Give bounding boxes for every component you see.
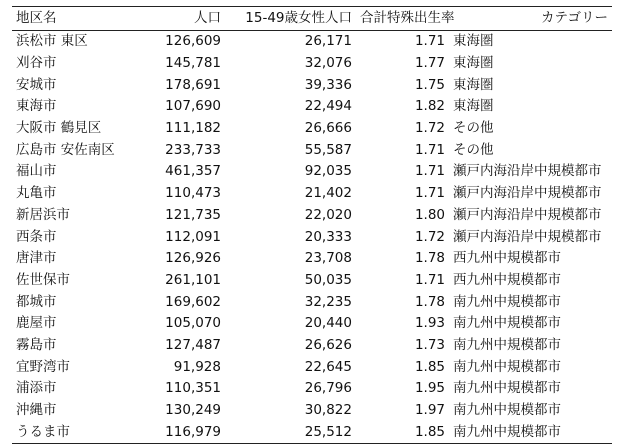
cell-region: 唐津市	[16, 250, 57, 267]
cell-region: 丸亀市	[16, 185, 57, 202]
cell-women-15-49: 20,333	[304, 228, 352, 245]
cell-category: 東海圏	[453, 98, 494, 115]
cell-fertility-rate: 1.85	[414, 423, 445, 440]
header-population: 人口	[194, 10, 221, 26]
data-table	[12, 6, 612, 444]
cell-fertility-rate: 1.72	[414, 120, 445, 137]
table-row	[12, 161, 612, 183]
table-row	[12, 118, 612, 140]
cell-fertility-rate: 1.71	[414, 163, 445, 180]
cell-category: 南九州中規模都市	[453, 358, 561, 375]
cell-women-15-49: 25,512	[304, 423, 352, 440]
cell-fertility-rate: 1.82	[414, 98, 445, 115]
cell-women-15-49: 20,440	[304, 315, 352, 332]
cell-population: 110,473	[165, 185, 221, 202]
cell-region: 都城市	[16, 293, 57, 310]
cell-category: その他	[453, 120, 494, 137]
cell-fertility-rate: 1.75	[414, 76, 445, 93]
cell-population: 112,091	[165, 228, 221, 245]
cell-fertility-rate: 1.85	[414, 358, 445, 375]
table-body	[12, 31, 612, 444]
table-row	[12, 74, 612, 96]
cell-category: 東海圏	[453, 76, 494, 93]
cell-category: 南九州中規模都市	[453, 315, 561, 332]
table-row	[12, 226, 612, 248]
table-row	[12, 335, 612, 357]
table-row	[12, 31, 612, 53]
cell-region: 大阪市 鶴見区	[16, 120, 102, 137]
cell-population: 111,182	[165, 120, 221, 137]
cell-fertility-rate: 1.73	[414, 336, 445, 353]
table-row	[12, 183, 612, 205]
cell-women-15-49: 26,666	[304, 120, 352, 137]
cell-region: 安城市	[16, 76, 57, 93]
cell-fertility-rate: 1.95	[414, 380, 445, 397]
cell-fertility-rate: 1.78	[414, 293, 445, 310]
cell-fertility-rate: 1.80	[414, 206, 445, 223]
cell-population: 130,249	[165, 402, 221, 419]
cell-fertility-rate: 1.71	[414, 271, 445, 288]
cell-women-15-49: 50,035	[304, 271, 352, 288]
cell-fertility-rate: 1.71	[414, 33, 445, 50]
cell-region: 鹿屋市	[16, 315, 57, 332]
cell-women-15-49: 26,626	[304, 336, 352, 353]
cell-population: 127,487	[165, 336, 221, 353]
cell-category: その他	[453, 141, 494, 158]
table-row	[12, 53, 612, 75]
cell-category: 西九州中規模都市	[453, 271, 561, 288]
cell-population: 169,602	[165, 293, 221, 310]
cell-category: 西九州中規模都市	[453, 250, 561, 267]
cell-region: 福山市	[16, 163, 57, 180]
cell-fertility-rate: 1.78	[414, 250, 445, 267]
cell-fertility-rate: 1.71	[414, 141, 445, 158]
cell-category: 東海圏	[453, 33, 494, 50]
cell-population: 261,101	[165, 271, 221, 288]
cell-population: 461,357	[165, 163, 221, 180]
table-row	[12, 400, 612, 422]
cell-region: 霧島市	[16, 336, 57, 353]
header-women-15-49: 15-49歳女性人口	[245, 10, 352, 26]
cell-women-15-49: 30,822	[304, 402, 352, 419]
cell-region: 新居浜市	[16, 206, 70, 223]
cell-category: 瀬戸内海沿岸中規模都市	[453, 185, 602, 202]
cell-region: 広島市 安佐南区	[16, 141, 115, 158]
cell-fertility-rate: 1.97	[414, 402, 445, 419]
cell-fertility-rate: 1.72	[414, 228, 445, 245]
cell-category: 南九州中規模都市	[453, 293, 561, 310]
cell-women-15-49: 39,336	[304, 76, 352, 93]
table-row	[12, 139, 612, 161]
cell-category: 南九州中規模都市	[453, 336, 561, 353]
cell-category: 瀬戸内海沿岸中規模都市	[453, 228, 602, 245]
cell-population: 105,070	[165, 315, 221, 332]
cell-region: 佐世保市	[16, 271, 70, 288]
cell-population: 121,735	[165, 206, 221, 223]
table-row	[12, 421, 612, 443]
cell-population: 110,351	[165, 380, 221, 397]
table-row	[12, 313, 612, 335]
cell-women-15-49: 92,035	[304, 163, 352, 180]
cell-women-15-49: 26,796	[304, 380, 352, 397]
table-row	[12, 270, 612, 292]
cell-region: 東海市	[16, 98, 57, 115]
table-row	[12, 248, 612, 270]
header-category: カテゴリー	[541, 10, 608, 26]
cell-fertility-rate: 1.93	[414, 315, 445, 332]
header-region: 地区名	[16, 10, 57, 26]
cell-population: 145,781	[165, 55, 221, 72]
cell-category: 東海圏	[453, 55, 494, 72]
cell-region: うるま市	[16, 423, 70, 440]
cell-women-15-49: 32,076	[304, 55, 352, 72]
cell-region: 刈谷市	[16, 55, 57, 72]
table-row	[12, 378, 612, 400]
cell-population: 233,733	[165, 141, 221, 158]
cell-population: 178,691	[165, 76, 221, 93]
cell-fertility-rate: 1.77	[414, 55, 445, 72]
cell-region: 浦添市	[16, 380, 57, 397]
table-row	[12, 96, 612, 118]
cell-women-15-49: 55,587	[304, 141, 352, 158]
cell-population: 91,928	[173, 358, 221, 375]
cell-women-15-49: 21,402	[304, 185, 352, 202]
table-header	[12, 7, 612, 31]
cell-women-15-49: 22,494	[304, 98, 352, 115]
cell-category: 南九州中規模都市	[453, 402, 561, 419]
header-row	[12, 7, 612, 31]
cell-category: 南九州中規模都市	[453, 380, 561, 397]
cell-women-15-49: 22,020	[304, 206, 352, 223]
cell-category: 瀬戸内海沿岸中規模都市	[453, 163, 602, 180]
cell-population: 126,926	[165, 250, 221, 267]
header-fertility-rate: 合計特殊出生率	[360, 10, 455, 26]
table-row	[12, 291, 612, 313]
cell-women-15-49: 23,708	[304, 250, 352, 267]
table-row	[12, 205, 612, 227]
cell-women-15-49: 22,645	[304, 358, 352, 375]
cell-region: 宜野湾市	[16, 358, 70, 375]
cell-population: 107,690	[165, 98, 221, 115]
cell-population: 116,979	[165, 423, 221, 440]
cell-women-15-49: 26,171	[304, 33, 352, 50]
cell-population: 126,609	[165, 33, 221, 50]
cell-region: 西条市	[16, 228, 57, 245]
table-row	[12, 356, 612, 378]
cell-category: 瀬戸内海沿岸中規模都市	[453, 206, 602, 223]
cell-fertility-rate: 1.71	[414, 185, 445, 202]
cell-category: 南九州中規模都市	[453, 423, 561, 440]
cell-region: 浜松市 東区	[16, 33, 88, 50]
cell-region: 沖縄市	[16, 402, 57, 419]
cell-women-15-49: 32,235	[304, 293, 352, 310]
